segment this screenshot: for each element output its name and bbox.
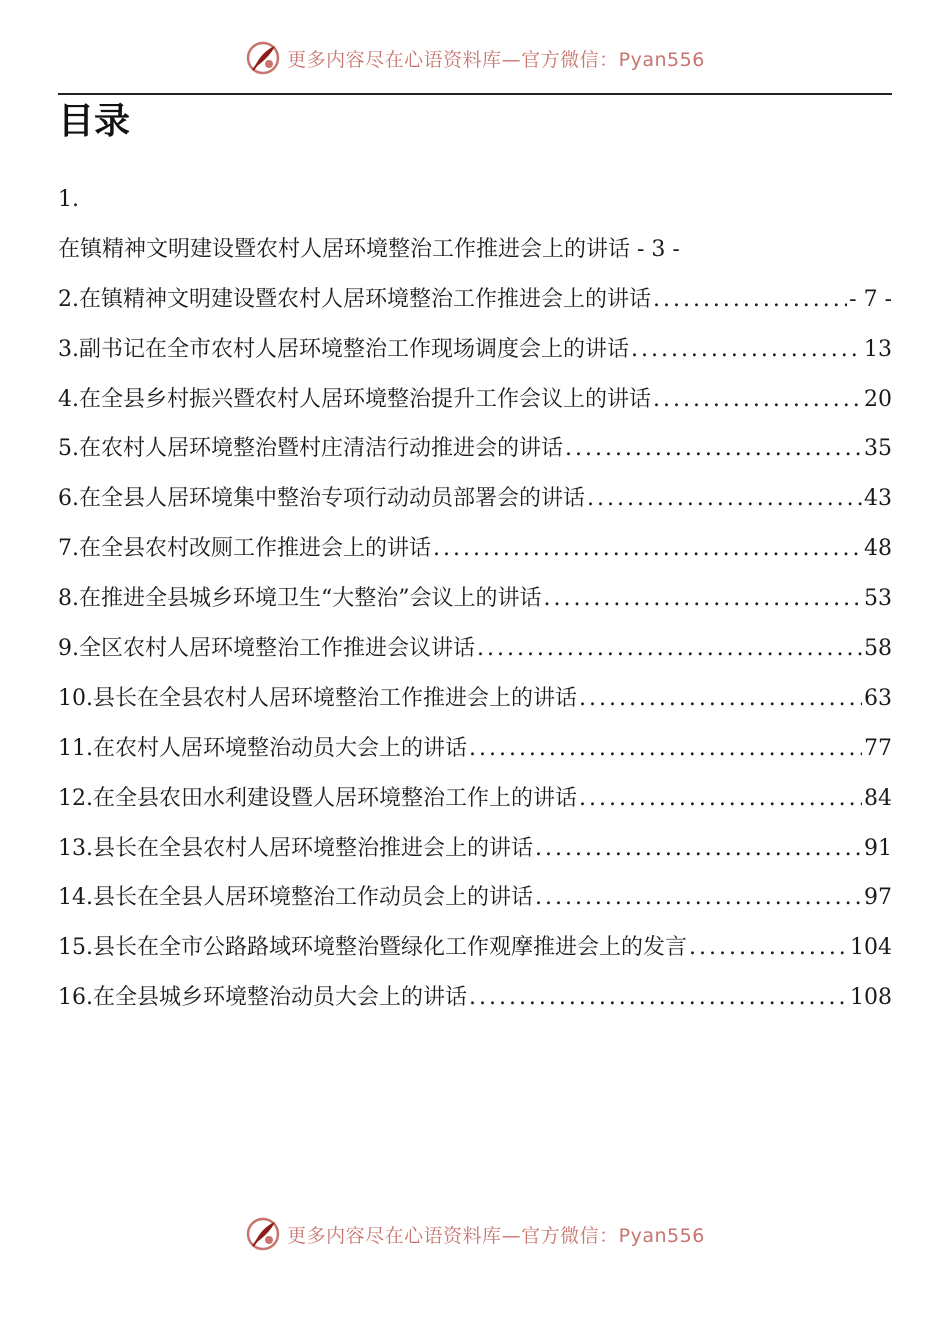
toc-entry-page: 97: [864, 885, 892, 911]
toc-entry[interactable]: [58, 474, 892, 524]
toc-entry[interactable]: [58, 774, 892, 824]
toc-entry[interactable]: [58, 574, 892, 624]
toc-entry[interactable]: [58, 674, 892, 724]
toc-entry[interactable]: [58, 325, 892, 375]
toc-entry-title: 县长在全县人居环境整治工作动员会上的讲话: [93, 885, 534, 911]
toc-entry[interactable]: [58, 524, 892, 574]
toc-entry-page: 13: [864, 336, 892, 362]
toc-entry-title: 在农村人居环境整治暨村庄清洁行动推进会的讲话: [79, 436, 564, 462]
feather-logo-icon: [245, 1216, 281, 1252]
toc-entry[interactable]: [58, 824, 892, 874]
feather-logo-icon: [245, 40, 281, 76]
toc-dot-leader: [469, 973, 848, 1023]
toc-entry-title: 县长在全市公路路域环境整治暨绿化工作观摩推进会上的发言: [93, 935, 688, 961]
toc-entry-page: 43: [864, 486, 892, 512]
toc-entry-number: 5.: [58, 436, 79, 462]
toc-entry-title: 全区农村人居环境整治工作推进会议讲话: [79, 636, 476, 662]
toc-entry[interactable]: [58, 973, 892, 1023]
toc-dot-leader: [469, 724, 862, 774]
toc-dot-leader: [579, 774, 862, 824]
toc-entry[interactable]: [58, 375, 892, 425]
toc-dot-leader: [653, 375, 862, 425]
toc-entry-number: 6.: [58, 486, 79, 512]
toc-entry-title: 在镇精神文明建设暨农村人居环境整治工作推进会上的讲话 - 3 -: [58, 236, 680, 262]
toc-entry-number: 10.: [58, 685, 93, 711]
header-banner: [0, 38, 950, 78]
toc-dot-leader: [565, 424, 862, 474]
toc-entry[interactable]: [58, 175, 892, 225]
toc-entry-number: 8.: [58, 586, 79, 612]
toc-entry-title: 在农村人居环境整治动员大会上的讲话: [93, 735, 468, 761]
toc-entry-number: 3.: [58, 336, 79, 362]
toc-entry-page: - 7 -: [849, 286, 892, 312]
toc-entry-page: 104: [850, 935, 892, 961]
toc-entry-page: 35: [864, 436, 892, 462]
toc-dot-leader: [653, 275, 847, 325]
banner-text: 更多内容尽在心语资料库—官方微信：Pyan556: [287, 1224, 705, 1247]
toc-entry-title: 在全县农村改厕工作推进会上的讲话: [79, 536, 432, 562]
toc-entry-number: 2.: [58, 286, 79, 312]
toc-dot-leader: [535, 873, 862, 923]
toc-entry-page: 77: [864, 735, 892, 761]
toc-entry-title: 在推进全县城乡环境卫生“大整治”会议上的讲话: [79, 586, 542, 612]
toc-entry-number: 11.: [58, 735, 93, 761]
toc-dot-leader: [631, 325, 862, 375]
toc-entry-page: 20: [864, 386, 892, 412]
toc-entry-number: 4.: [58, 386, 79, 412]
toc-entry-page: 63: [864, 685, 892, 711]
toc-entry-page: 53: [864, 586, 892, 612]
toc-entry-number: 13.: [58, 835, 93, 861]
toc-entry[interactable]: [58, 923, 892, 973]
toc-entry-number: 16.: [58, 985, 93, 1011]
footer-banner: [0, 1214, 950, 1254]
toc-entry-page: 91: [864, 835, 892, 861]
toc-entry-number: 1.: [58, 187, 79, 212]
toc-entry-title: 县长在全县农村人居环境整治推进会上的讲话: [93, 835, 534, 861]
toc-entry-title: 在镇精神文明建设暨农村人居环境整治工作推进会上的讲话: [79, 286, 652, 312]
toc-entry-number: 12.: [58, 785, 93, 811]
toc-dot-leader: [433, 524, 862, 574]
table-of-contents: [58, 175, 892, 1023]
toc-entry[interactable]: [58, 275, 892, 325]
toc-dot-leader: [689, 923, 848, 973]
toc-entry-number: 14.: [58, 885, 93, 911]
toc-entry-title: 在全县乡村振兴暨农村人居环境整治提升工作会议上的讲话: [79, 386, 652, 412]
toc-entry-title: 县长在全县农村人居环境整治工作推进会上的讲话: [93, 685, 578, 711]
toc-entry-page: 58: [864, 636, 892, 662]
toc-dot-leader: [544, 574, 863, 624]
toc-dot-leader: [477, 624, 862, 674]
toc-entry[interactable]: [58, 225, 892, 275]
toc-entry-title: 在全县农田水利建设暨人居环境整治工作上的讲话: [93, 785, 578, 811]
toc-entry-title: 在全县人居环境集中整治专项行动动员部署会的讲话: [79, 486, 586, 512]
toc-dot-leader: [535, 824, 862, 874]
toc-entry[interactable]: [58, 724, 892, 774]
toc-dot-leader: [579, 674, 862, 724]
toc-dot-leader: [587, 474, 862, 524]
toc-entry[interactable]: [58, 873, 892, 923]
toc-entry-page: 84: [864, 785, 892, 811]
header-divider: [58, 93, 892, 95]
toc-entry-number: 9.: [58, 636, 79, 662]
toc-entry-title: 在全县城乡环境整治动员大会上的讲话: [93, 985, 468, 1011]
page-title: 目录: [58, 101, 131, 142]
banner-text: 更多内容尽在心语资料库—官方微信：Pyan556: [287, 48, 705, 71]
toc-entry-title: 副书记在全市农村人居环境整治工作现场调度会上的讲话: [79, 336, 630, 362]
toc-entry-number: 15.: [58, 935, 93, 961]
toc-entry-page: 108: [850, 985, 892, 1011]
toc-entry[interactable]: [58, 424, 892, 474]
toc-entry[interactable]: [58, 624, 892, 674]
toc-entry-page: 48: [864, 536, 892, 562]
toc-entry-number: 7.: [58, 536, 79, 562]
